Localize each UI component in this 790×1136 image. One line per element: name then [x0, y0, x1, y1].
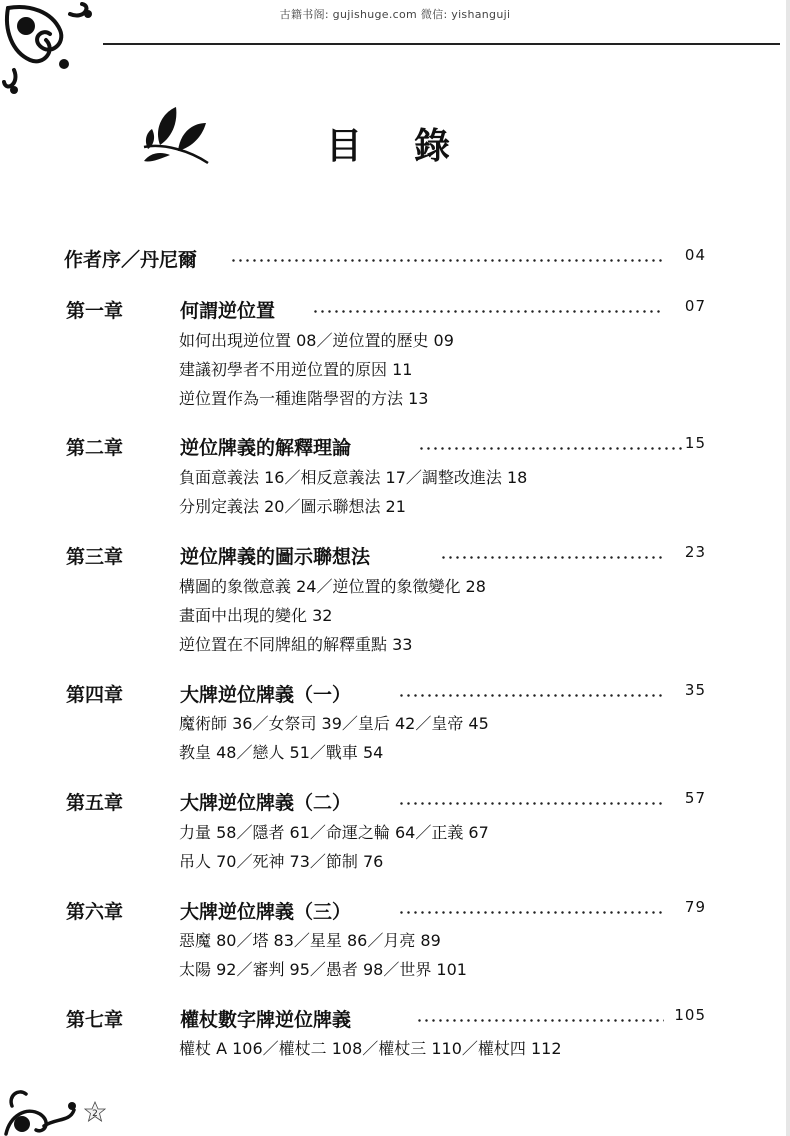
- section-entry: 構圖的象徵意義 24／逆位置的象徵變化 28: [179, 577, 486, 596]
- page-number-badge: [84, 1101, 106, 1123]
- section-entry: 魔術師 36／女祭司 39／皇后 42／皇帝 45: [179, 714, 489, 733]
- chapter-page: 79: [684, 898, 706, 916]
- header-rule: [103, 43, 780, 45]
- chapter-row: [0, 680, 790, 710]
- chapter-row: [0, 897, 790, 927]
- leader-dots: [312, 310, 662, 313]
- leader-dots: [418, 447, 684, 450]
- chapter-title: 逆位牌義的圖示聯想法: [180, 546, 371, 568]
- leader-dots: [398, 802, 666, 805]
- page-number: 2: [92, 1109, 98, 1119]
- chapter-title: 大牌逆位牌義（一）: [180, 684, 352, 706]
- leader-dots: [398, 911, 666, 914]
- leaf-icon: [140, 103, 212, 167]
- leader-dots: [416, 1019, 664, 1022]
- chapter-label: 第七章: [66, 1009, 124, 1031]
- section-entry: 教皇 48／戀人 51／戰車 54: [179, 743, 384, 762]
- section-entry: 吊人 70／死神 73／節制 76: [179, 852, 384, 871]
- chapter-label: 第一章: [66, 300, 124, 322]
- section-entry: 負面意義法 16／相反意義法 17／調整改進法 18: [179, 468, 528, 487]
- chapter-title: 逆位牌義的解釋理論: [180, 437, 352, 459]
- preface-page: 04: [684, 246, 706, 264]
- leader-dots: [398, 694, 666, 697]
- chapter-title: 權杖數字牌逆位牌義: [180, 1009, 352, 1031]
- section-entry: 分別定義法 20／圖示聯想法 21: [179, 497, 406, 516]
- section-entry: 建議初學者不用逆位置的原因 11: [179, 360, 413, 379]
- section-entry: 惡魔 80／塔 83／星星 86／月亮 89: [179, 931, 441, 950]
- chapter-page: 35: [684, 681, 706, 699]
- corner-ornament-icon: [0, 1076, 85, 1136]
- chapter-label: 第二章: [66, 437, 124, 459]
- section-entry: 太陽 92／審判 95／愚者 98／世界 101: [179, 960, 467, 979]
- leader-dots: [440, 556, 666, 559]
- chapter-label: 第四章: [66, 684, 124, 706]
- chapter-page: 23: [684, 543, 706, 561]
- chapter-page: 15: [684, 434, 706, 452]
- chapter-title: 大牌逆位牌義（三）: [180, 901, 352, 923]
- chapter-title: 大牌逆位牌義（二）: [180, 792, 352, 814]
- chapter-row: [0, 542, 790, 572]
- section-entry: 如何出現逆位置 08／逆位置的歷史 09: [179, 331, 454, 350]
- corner-ornament-icon: [0, 0, 100, 100]
- section-entry: 力量 58／隱者 61／命運之輪 64／正義 67: [179, 823, 489, 842]
- page-title: 目錄: [326, 125, 503, 167]
- preface-row: [0, 245, 790, 275]
- chapter-label: 第五章: [66, 792, 124, 814]
- section-entry: 權杖 A 106／權杖二 108／權杖三 110／權杖四 112: [179, 1039, 562, 1058]
- chapter-row: [0, 1005, 790, 1035]
- chapter-row: [0, 433, 790, 463]
- chapter-label: 第六章: [66, 901, 124, 923]
- preface-title: 作者序／丹尼爾: [64, 249, 198, 271]
- chapter-page: 57: [684, 789, 706, 807]
- section-entry: 畫面中出現的變化 32: [179, 606, 333, 625]
- section-entry: 逆位置作為一種進階學習的方法 13: [179, 389, 429, 408]
- section-entry: 逆位置在不同牌組的解釋重點 33: [179, 635, 413, 654]
- chapter-row: [0, 296, 790, 326]
- leader-dots: [230, 259, 662, 262]
- chapter-row: [0, 788, 790, 818]
- chapter-title: 何謂逆位置: [180, 300, 276, 322]
- chapter-page: 07: [684, 297, 706, 315]
- chapter-label: 第三章: [66, 546, 124, 568]
- chapter-page: 105: [674, 1006, 706, 1024]
- watermark: 古籍书阁: gujishuge.com 微信: yishanguji: [279, 8, 511, 21]
